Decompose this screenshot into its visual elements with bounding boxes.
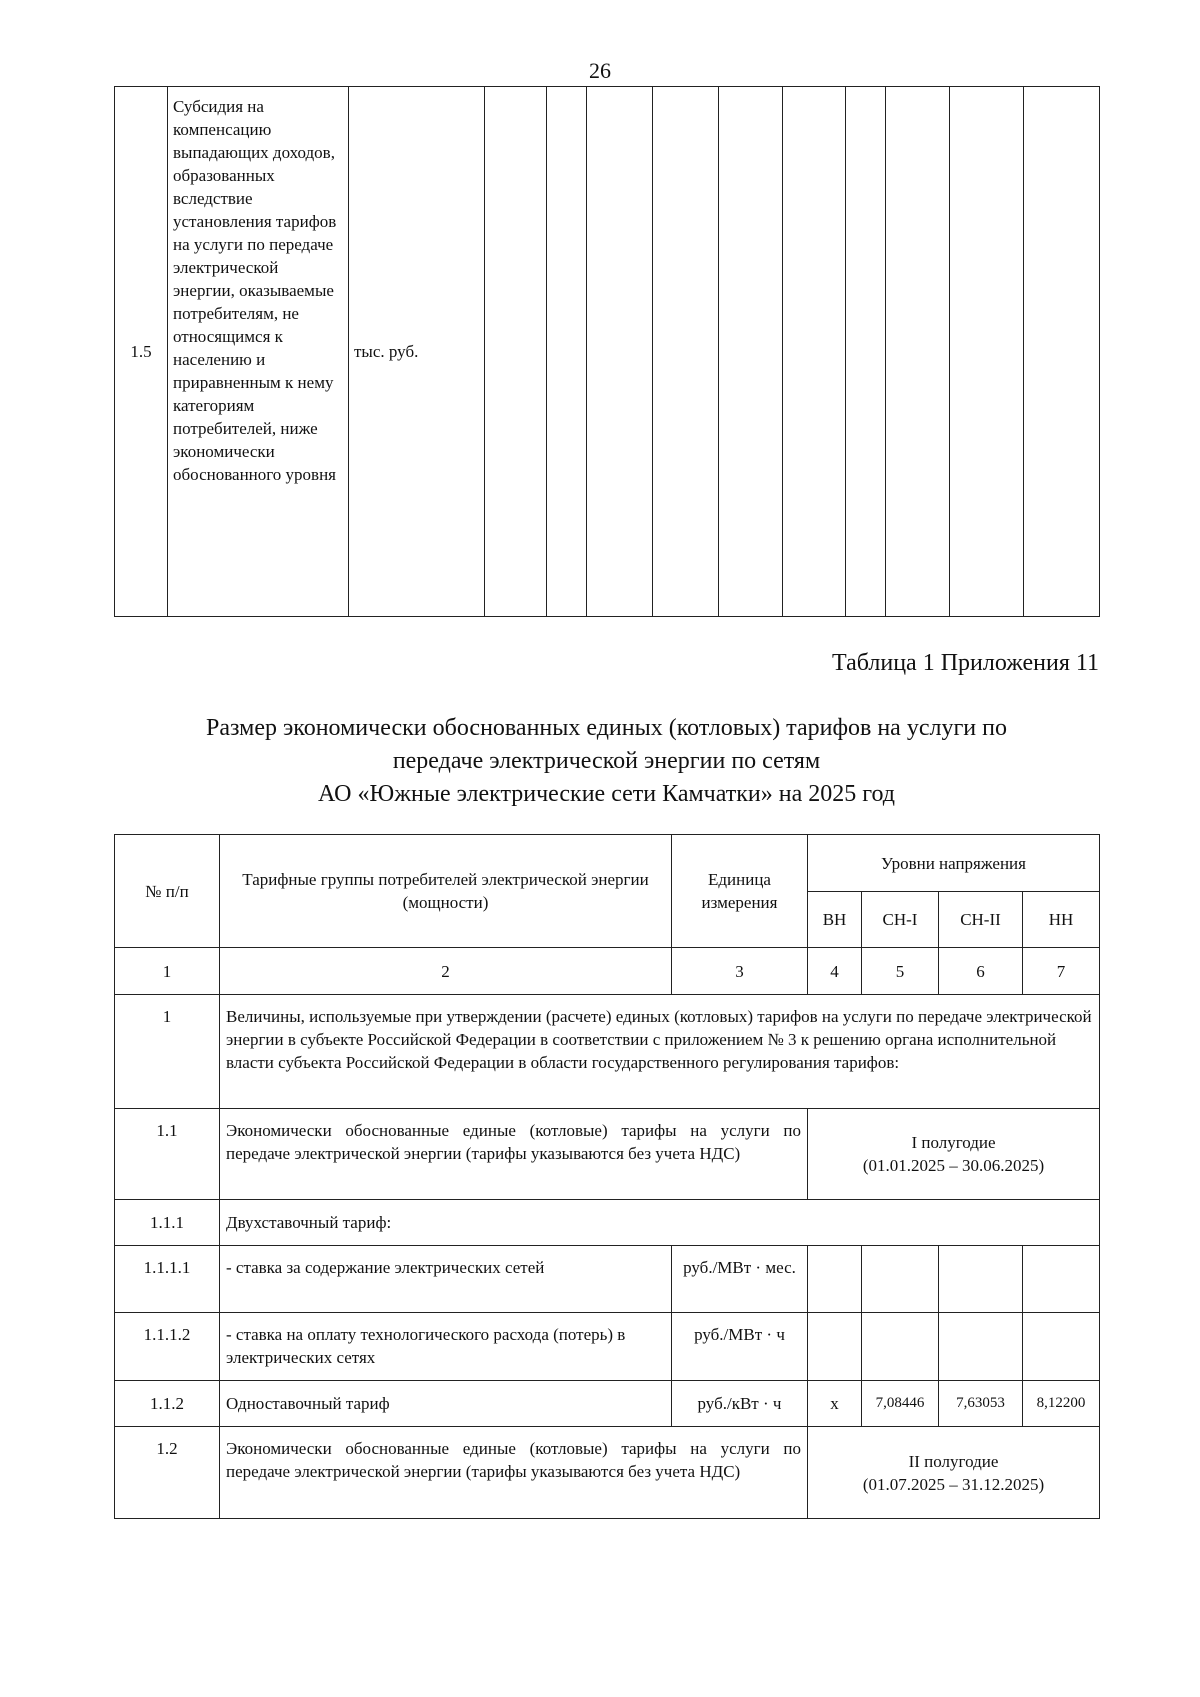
table-row	[115, 1313, 1100, 1381]
period-cell	[808, 1427, 1100, 1519]
empty-cell	[1024, 87, 1100, 617]
period-label: I полугодие	[911, 1133, 996, 1152]
title-line: АО «Южные электрические сети Камчатки» на 2025 год	[317, 781, 896, 807]
row-unit: руб./МВт · ч	[672, 1313, 808, 1381]
title-line: Размер экономически обоснованных единых (котловых) тарифов на услуги по	[205, 715, 1007, 741]
col-number: 5	[862, 948, 939, 995]
row-number: 1	[115, 995, 220, 1109]
empty-cell	[1023, 1313, 1100, 1381]
table-row	[115, 1381, 1100, 1427]
header-nn: НН	[1023, 892, 1100, 948]
row-text: Экономически обоснованные единые (котловые) тарифы на услуги по передаче электрической энергии (тарифы указываются без учета НДС)	[220, 1427, 808, 1519]
row-number: 1.1.1	[115, 1200, 220, 1246]
table-caption: Таблица 1 Приложения 11	[832, 650, 1099, 676]
row-unit: руб./МВт · мес.	[672, 1246, 808, 1313]
value-sn2: 7,63053	[939, 1381, 1023, 1427]
col-number: 6	[939, 948, 1023, 995]
empty-cell	[862, 1313, 939, 1381]
header-unit: Единица измерения	[672, 835, 808, 948]
empty-cell	[862, 1246, 939, 1313]
empty-cell	[808, 1313, 862, 1381]
header-levels: Уровни напряжения	[808, 835, 1100, 892]
col-number: 7	[1023, 948, 1100, 995]
row-text: Одноставочный тариф	[220, 1381, 672, 1427]
empty-cell	[846, 87, 886, 617]
value-vn: х	[808, 1381, 862, 1427]
row-number: 1.1	[115, 1109, 220, 1200]
row-text: - ставка на оплату технологического расхода (потерь) в электрических сетях	[220, 1313, 672, 1381]
row-text: Субсидия на компенсацию выпадающих доходов, образованных вследствие установления тарифов на услуги по передаче электрической энергии, оказываемые потребителям, не относящимся к населению и приравненным к нему категориям потребителей, ниже экономически обоснованного уровня	[168, 87, 349, 617]
col-number: 4	[808, 948, 862, 995]
empty-cell	[587, 87, 653, 617]
table-row	[115, 1109, 1100, 1200]
title-line: передаче электрической энергии по сетям	[392, 748, 821, 774]
table-row	[115, 1246, 1100, 1313]
table-row	[115, 995, 1100, 1109]
empty-cell	[939, 1246, 1023, 1313]
page-number: 26	[589, 58, 611, 83]
empty-cell	[547, 87, 587, 617]
period-dates: (01.01.2025 – 30.06.2025)	[862, 1156, 1045, 1175]
tariff-table	[114, 834, 1100, 1519]
empty-cell	[808, 1246, 862, 1313]
header-vn: ВН	[808, 892, 862, 948]
period-label: II полугодие	[908, 1451, 999, 1471]
row-unit: тыс. руб.	[349, 87, 485, 617]
table-row	[115, 1427, 1100, 1519]
row-text: Величины, используемые при утверждении (расчете) единых (котловых) тарифов на услуги по передаче электрической энергии в субъекте Российской Федерации в соответствии с приложением № 3 к решению органа исполнительной власти субъекта Российской Федерации в области государственного регулирования тарифов:	[220, 995, 1100, 1109]
col-number: 3	[672, 948, 808, 995]
row-number: 1.5	[115, 87, 168, 617]
empty-cell	[653, 87, 719, 617]
col-number: 2	[220, 948, 672, 995]
empty-cell	[1023, 1246, 1100, 1313]
column-numbers-row	[115, 948, 1100, 995]
header-group: Тарифные группы потребителей электрической энергии (мощности)	[220, 835, 672, 948]
period-dates: (01.07.2025 – 31.12.2025)	[862, 1474, 1045, 1494]
table-row	[115, 87, 1100, 617]
header-sn1: СН-I	[862, 892, 939, 948]
row-unit: руб./кВт · ч	[672, 1381, 808, 1427]
value-nn: 8,12200	[1023, 1381, 1100, 1427]
empty-cell	[783, 87, 846, 617]
empty-cell	[939, 1313, 1023, 1381]
period-cell	[808, 1109, 1100, 1200]
table-row	[115, 1200, 1100, 1246]
row-text: Экономически обоснованные единые (котловые) тарифы на услуги по передаче электрической энергии (тарифы указываются без учета НДС)	[220, 1109, 808, 1200]
row-text: Двухставочный тариф:	[220, 1200, 1100, 1246]
header-row	[115, 835, 1100, 892]
empty-cell	[950, 87, 1024, 617]
row-number: 1.1.2	[115, 1381, 220, 1427]
value-sn1: 7,08446	[862, 1381, 939, 1427]
header-sn2: СН-II	[939, 892, 1023, 948]
empty-cell	[485, 87, 547, 617]
row-number: 1.2	[115, 1427, 220, 1519]
empty-cell	[719, 87, 783, 617]
header-num: № п/п	[115, 835, 220, 948]
row-number: 1.1.1.2	[115, 1313, 220, 1381]
row-text: - ставка за содержание электрических сетей	[220, 1246, 672, 1313]
table-title	[114, 712, 1099, 811]
row-number: 1.1.1.1	[115, 1246, 220, 1313]
col-number: 1	[115, 948, 220, 995]
continued-table	[114, 86, 1100, 617]
empty-cell	[886, 87, 950, 617]
